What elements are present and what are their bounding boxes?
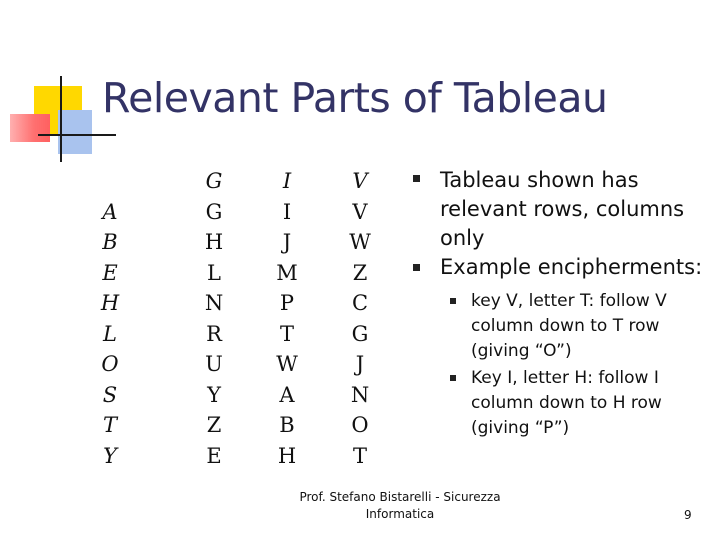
tableau-cell: J xyxy=(282,230,292,254)
tableau-cell: N xyxy=(350,382,370,407)
tableau-cell: B xyxy=(102,230,118,254)
tableau-cell: O xyxy=(351,413,369,437)
sub-bullet-square-icon xyxy=(450,298,456,304)
footer-line-2: Informatica xyxy=(365,507,435,521)
tableau-cell: M xyxy=(276,260,298,285)
tableau-cell: O xyxy=(101,352,119,376)
tableau-header: I xyxy=(282,169,292,193)
tableau-column-g xyxy=(194,166,234,471)
sub-bullet-square-icon xyxy=(450,375,456,381)
logo-vertical-line xyxy=(60,76,62,162)
tableau-column-v xyxy=(340,166,380,471)
sub-bullet-key-i: Key I, letter H: follow I column down to H row (giving “P”) xyxy=(471,368,662,438)
tableau-cell: H xyxy=(277,443,297,468)
tableau-cell: H xyxy=(204,230,224,254)
logo-horizontal-line xyxy=(38,134,116,136)
tableau-cell: L xyxy=(207,260,221,285)
tableau-cell: C xyxy=(351,291,369,315)
tableau-cell: V xyxy=(352,199,368,224)
logo-red-square xyxy=(10,114,50,142)
tableau-header: V xyxy=(352,169,368,193)
tableau-cell: R xyxy=(206,321,222,346)
tableau-header xyxy=(90,166,130,197)
tableau-cell: U xyxy=(205,352,223,376)
tableau-cell: Z xyxy=(206,413,222,437)
tableau-cell: J xyxy=(355,352,365,376)
tableau-cell: W xyxy=(276,352,298,376)
tableau-cell: E xyxy=(102,260,118,285)
footer-line-1: Prof. Stefano Bistarelli - Sicurezza xyxy=(299,490,501,504)
tableau-cell: N xyxy=(204,291,224,315)
sub-bullet-key-v: key V, letter T: follow V column down to T row (giving “O”) xyxy=(471,291,667,361)
tableau-cell: W xyxy=(349,230,371,254)
tableau-cell: A xyxy=(279,382,295,407)
tableau-cell: P xyxy=(279,291,295,315)
tableau-cell: E xyxy=(206,443,222,468)
slide-title: Relevant Parts of Tableau xyxy=(102,74,608,122)
tableau-cell: A xyxy=(102,199,118,224)
tableau-cell: G xyxy=(205,199,223,224)
tableau-cell: G xyxy=(351,321,369,346)
page-number: 9 xyxy=(684,508,692,522)
bullet-square-icon xyxy=(413,175,420,182)
tableau-column-i xyxy=(267,166,307,471)
tableau-cell: L xyxy=(103,321,117,346)
tableau-header: G xyxy=(205,169,223,193)
tableau-cell: I xyxy=(282,199,292,224)
logo-blue-square xyxy=(58,110,92,154)
bullet-tableau-shown: Tableau shown has relevant rows, columns only xyxy=(440,168,685,250)
tableau-cell: Y xyxy=(103,443,117,468)
tableau-cell: H xyxy=(100,291,120,315)
tableau-cell: T xyxy=(352,443,367,468)
tableau-cell: T xyxy=(102,413,117,437)
bullet-square-icon xyxy=(413,264,420,271)
tableau-cell: T xyxy=(279,321,294,346)
tableau-cell: Y xyxy=(207,382,221,407)
tableau-cell: S xyxy=(102,382,118,407)
tableau-column-row-labels xyxy=(90,166,130,471)
tableau-cell: B xyxy=(279,413,295,437)
tableau-cell: Z xyxy=(352,260,368,285)
bullet-example-encipherments: Example encipherments: xyxy=(440,255,703,279)
footer xyxy=(280,489,520,523)
